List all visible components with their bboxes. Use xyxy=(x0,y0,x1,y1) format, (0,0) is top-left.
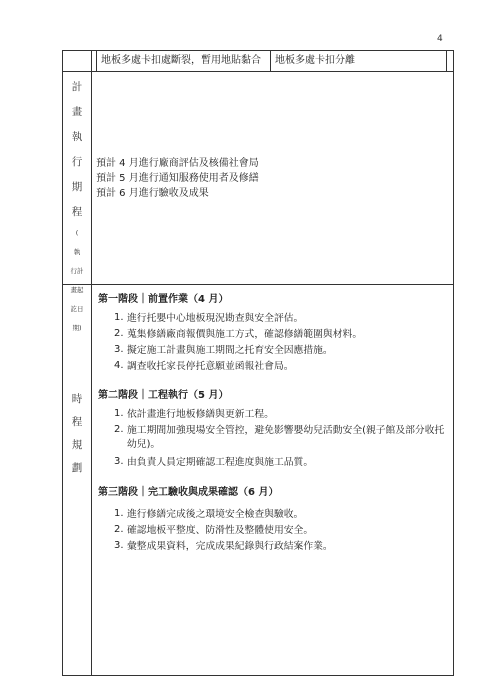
list-item-number: 2. xyxy=(114,328,124,339)
plan-period-note-char: ( xyxy=(75,229,79,237)
page-number: 4 xyxy=(437,34,443,44)
phase-title: 第三階段｜完工驗收與成果確認（6 月） xyxy=(98,487,279,498)
list-item-number: 3. xyxy=(114,540,124,551)
list-item: 依計畫進行地板修繕與更新工程。 xyxy=(127,409,274,420)
plan-table xyxy=(62,50,454,676)
label-column-divider xyxy=(91,51,92,675)
list-item: 進行托嬰中心地板現況勘查與安全評估。 xyxy=(127,313,304,324)
list-item-number: 2. xyxy=(114,524,124,535)
top-row-divider-left xyxy=(96,51,97,72)
list-item: 由負責人員定期確認工程進度與施工品質。 xyxy=(127,457,314,468)
list-item: 擬定施工計畫與施工期間之托育安全因應措施。 xyxy=(127,345,333,356)
plan-period-line: 預計 6 月進行驗收及成果 xyxy=(96,188,209,199)
schedule-label-char: 時 xyxy=(71,393,83,405)
plan-period-line: 預計 4 月進行廠商評估及核備社會局 xyxy=(96,158,259,169)
top-row-divider-right xyxy=(446,51,447,72)
plan-period-label-char: 行 xyxy=(71,156,83,168)
plan-period-line: 預計 5 月進行通知服務使用者及修繕 xyxy=(96,173,259,184)
list-item: 蒐集修繕廠商報價與施工方式，確認修繕範圍與材料。 xyxy=(127,329,363,340)
schedule-label-char: 劃 xyxy=(71,462,83,474)
list-item-number: 4. xyxy=(114,360,124,371)
phase-title: 第二階段｜工程執行（5 月） xyxy=(98,390,229,401)
section-divider xyxy=(63,284,453,285)
plan-period-label-char: 執 xyxy=(71,131,83,143)
plan-period-label-char: 畫 xyxy=(71,106,83,118)
schedule-label-char: 規 xyxy=(71,439,83,451)
top-row-bottom-border xyxy=(63,71,453,72)
top-row-cell-2: 地板多處卡扣分離 xyxy=(275,55,355,66)
list-item: 彙整成果資料，完成成果紀錄與行政結案作業。 xyxy=(127,541,333,552)
plan-period-note-char: 執 xyxy=(73,248,81,256)
plan-period-label-char: 程 xyxy=(71,206,83,218)
phase-title: 第一階段｜前置作業（4 月） xyxy=(98,294,229,305)
plan-period-label-char: 期 xyxy=(71,181,83,193)
plan-period-note-char: 訖日 xyxy=(70,305,84,313)
plan-period-note-char: 期) xyxy=(72,324,82,332)
list-item-number: 1. xyxy=(114,312,124,323)
schedule-label xyxy=(63,391,91,475)
plan-period-note-char: 畫起 xyxy=(70,286,84,294)
plan-period-label xyxy=(63,79,91,332)
list-item: 調查收托家長停托意願並函報社會局。 xyxy=(127,361,294,372)
plan-period-label-char: 計 xyxy=(71,81,83,93)
schedule-label-char: 程 xyxy=(71,416,83,428)
list-item-number: 1. xyxy=(114,508,124,519)
list-item-number: 1. xyxy=(114,408,124,419)
plan-period-note-char: 行計 xyxy=(70,267,84,275)
list-item-number: 3. xyxy=(114,344,124,355)
list-item-number: 2. xyxy=(114,424,124,435)
top-row-divider-mid xyxy=(270,51,271,72)
list-item: 施工期間加強現場安全管控，避免影響嬰幼兒活動安全(親子館及部分收托 xyxy=(127,425,445,436)
list-item: 確認地板平整度、防滑性及整體使用安全。 xyxy=(127,525,314,536)
list-item-continuation: 幼兒)。 xyxy=(127,439,161,450)
list-item-number: 3. xyxy=(114,456,124,467)
list-item: 進行修繕完成後之環境安全檢查與驗收。 xyxy=(127,509,304,520)
top-row-cell-1: 地板多處卡扣處斷裂，暫用地貼黏合 xyxy=(101,55,261,66)
